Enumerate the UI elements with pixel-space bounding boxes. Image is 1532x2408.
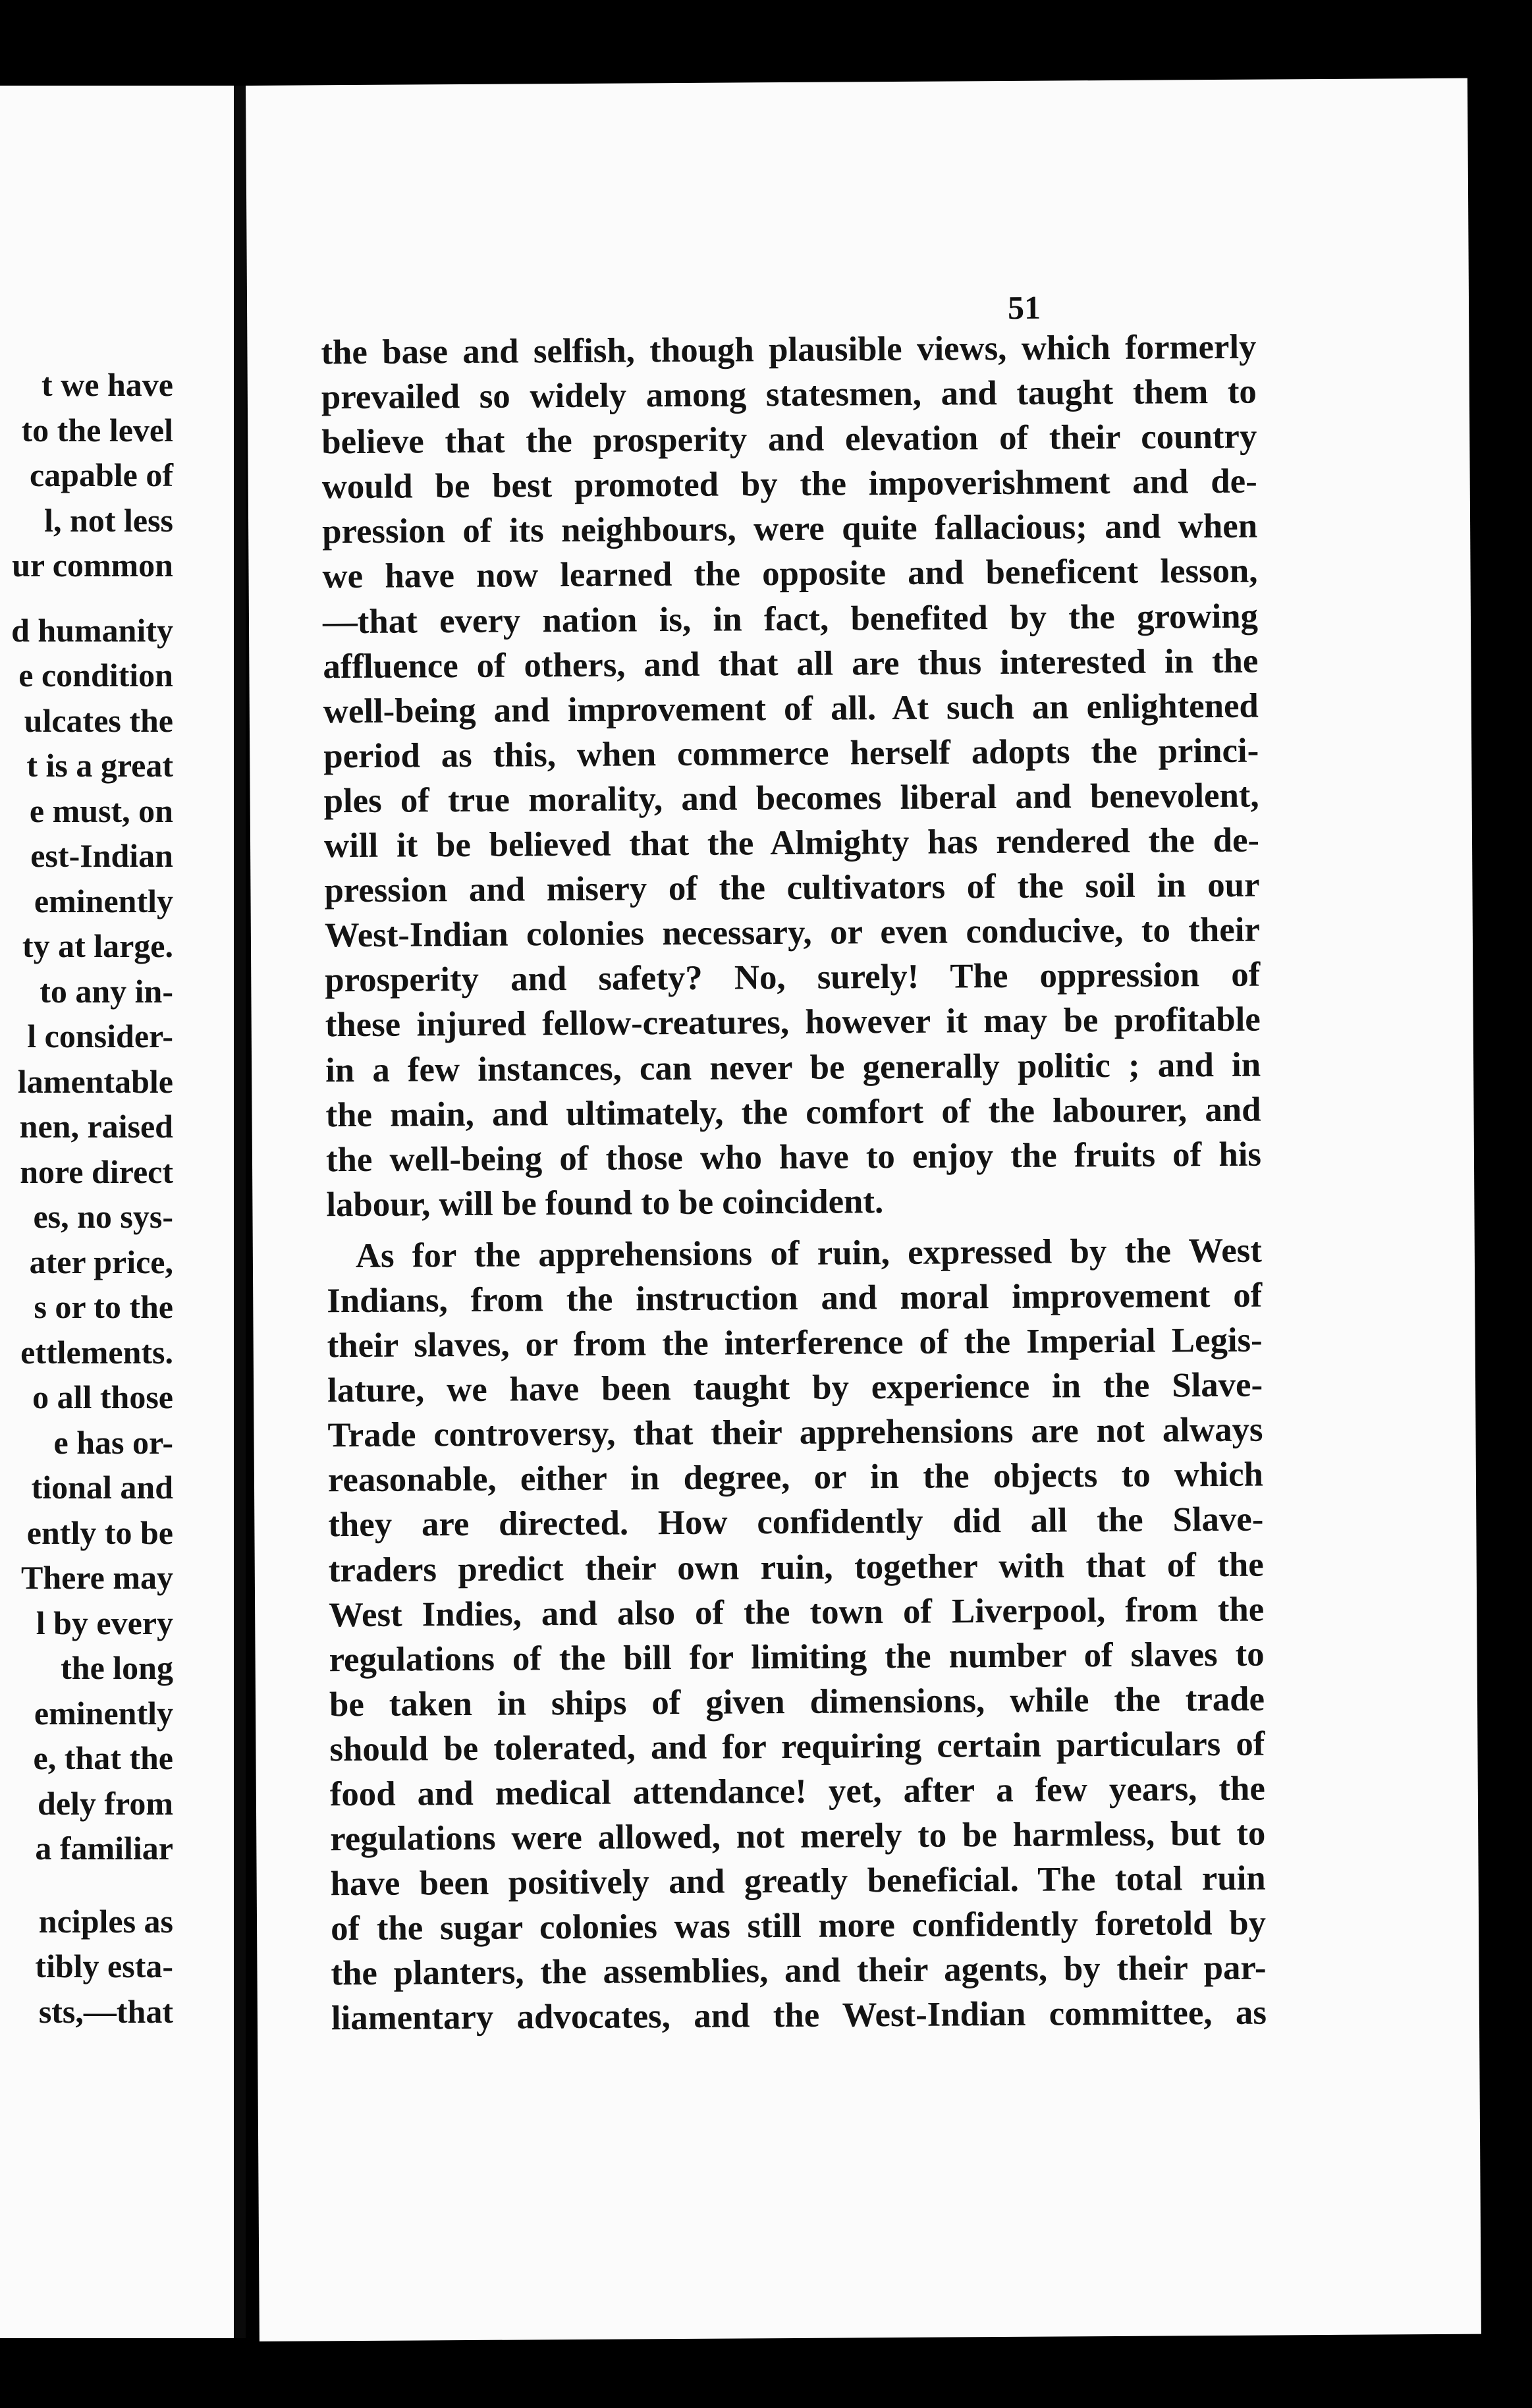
left-line: the long	[61, 1649, 173, 1686]
book-gutter	[234, 86, 246, 2338]
left-line: t is a great	[26, 747, 173, 784]
text-line: the base and selfish, though plausible views, which formerly	[321, 327, 1257, 372]
left-line: ty at large.	[22, 927, 173, 964]
text-line: Indians, from the instruction and moral improvement of	[327, 1276, 1263, 1321]
text-line: As for the apprehensions of ruin, expressed by the West	[355, 1231, 1263, 1275]
text-line: period as this, when commerce herself adopts the princi-	[323, 731, 1259, 776]
left-line: ur common	[12, 547, 173, 584]
text-line: regulations of the bill for limiting the number of slaves to	[329, 1635, 1265, 1679]
text-line: believe that the prosperity and elevation of their country	[321, 417, 1257, 462]
text-line: reasonable, either in degree, or in the objects to which	[327, 1455, 1264, 1500]
text-line: be taken in ships of given dimensions, while the trade	[329, 1680, 1265, 1724]
left-line: e must, on	[29, 792, 173, 829]
text-line: the main, and ultimately, the comfort of the labourer, and	[325, 1090, 1261, 1134]
left-line: o all those	[32, 1379, 173, 1415]
left-line: nore direct	[20, 1153, 173, 1190]
text-line: liamentary advocates, and the West-Indian committee, as	[331, 1994, 1267, 2038]
text-line: pression and misery of the cultivators of the soil in our	[324, 865, 1260, 910]
text-line: —that every nation is, in fact, benefited by the growing	[322, 597, 1259, 641]
left-page	[0, 86, 234, 2338]
text-line: the well-being of those who have to enjoy the fruits of his	[325, 1135, 1262, 1179]
left-line: e has or-	[53, 1423, 173, 1461]
left-line: est-Indian	[30, 837, 173, 874]
left-gap	[11, 588, 173, 608]
left-line: lamentable	[17, 1062, 173, 1100]
text-line: these injured fellow-creatures, however it may be profitable	[325, 1000, 1261, 1045]
text-line: we have now learned the opposite and beneficent lesson,	[322, 552, 1258, 596]
left-line: eminently	[34, 882, 173, 919]
left-line: l consider-	[27, 1018, 173, 1054]
left-line: to the level	[21, 411, 173, 449]
text-line: prevailed so widely among statesmen, and taught them to	[321, 372, 1257, 417]
text-line: of the sugar colonies was still more confidently foretold by	[330, 1903, 1267, 1948]
text-line: affluence of others, and that all are thus interested in the	[323, 642, 1259, 686]
left-line: to any in-	[40, 972, 173, 1010]
left-line: ater price,	[29, 1243, 173, 1280]
body-text	[321, 325, 1267, 2041]
left-line: a familiar	[35, 1830, 173, 1867]
left-line: e condition	[18, 657, 173, 694]
left-line: There may	[21, 1559, 173, 1596]
text-line: they are directed. How confidently did all the Slave-	[328, 1500, 1264, 1545]
text-line: prosperity and safety? No, surely! The oppression of	[325, 955, 1261, 1000]
left-line: ulcates the	[24, 701, 173, 739]
text-line: traders predict their own ruin, together with that of the	[328, 1545, 1264, 1589]
text-line: pression of its neighbours, were quite fallacious; and when	[321, 507, 1258, 551]
left-line: l by every	[36, 1604, 173, 1641]
left-line: capable of	[29, 456, 173, 493]
text-line: lature, we have been taught by experience in the Slave-	[327, 1365, 1263, 1410]
left-line: d humanity	[11, 611, 173, 649]
text-line: well-being and improvement of all. At such an enlightened	[323, 686, 1259, 731]
left-line: dely from	[38, 1784, 173, 1822]
left-line: eminently	[34, 1694, 173, 1732]
left-page-text	[11, 362, 173, 2034]
left-line: tional and	[31, 1469, 173, 1506]
left-line: nciples as	[38, 1902, 173, 1940]
paragraph	[327, 1228, 1267, 2040]
text-line: food and medical attendance! yet, after a few years, the	[329, 1769, 1266, 1814]
left-line: s or to the	[34, 1288, 173, 1325]
text-line: in a few instances, can never be generally politic ; and in	[325, 1045, 1261, 1089]
right-page	[246, 78, 1481, 2341]
left-line: ettlements.	[20, 1333, 173, 1371]
left-line: tibly esta-	[35, 1948, 173, 1984]
left-line: e, that the	[33, 1739, 173, 1776]
paragraph	[321, 325, 1261, 1228]
text-line: should be tolerated, and for requiring certain particulars of	[329, 1724, 1265, 1769]
text-line: West-Indian colonies necessary, or even conducive, to their	[324, 910, 1261, 955]
text-line: regulations were allowed, not merely to be harmless, but to	[330, 1814, 1266, 1859]
text-line: the planters, the assemblies, and their agents, by their par-	[331, 1948, 1267, 1993]
text-line: ples of true morality, and becomes liberal and benevolent,	[323, 776, 1259, 821]
left-line: t we have	[41, 366, 173, 403]
text-line: would be best promoted by the impoverishment and de-	[321, 462, 1257, 506]
left-line: sts,—that	[38, 1992, 173, 2030]
text-line: labour, will be found to be coincident.	[326, 1182, 884, 1224]
left-line: ently to be	[26, 1514, 173, 1551]
left-line: es, no sys-	[33, 1198, 173, 1235]
left-line: l, not less	[44, 501, 173, 539]
text-line: Trade controversy, that their apprehensions are not always	[327, 1410, 1263, 1455]
page-number: 51	[1007, 288, 1041, 326]
text-line: will it be believed that the Almighty has rendered the de-	[323, 821, 1260, 865]
left-line: nen, raised	[19, 1108, 173, 1145]
text-line: their slaves, or from the interference of the Imperial Legis-	[327, 1321, 1263, 1365]
left-gap	[11, 1871, 173, 1899]
text-line: West Indies, and also of the town of Liverpool, from the	[329, 1590, 1265, 1634]
text-line: have been positively and greatly beneficial. The total ruin	[330, 1859, 1266, 1903]
